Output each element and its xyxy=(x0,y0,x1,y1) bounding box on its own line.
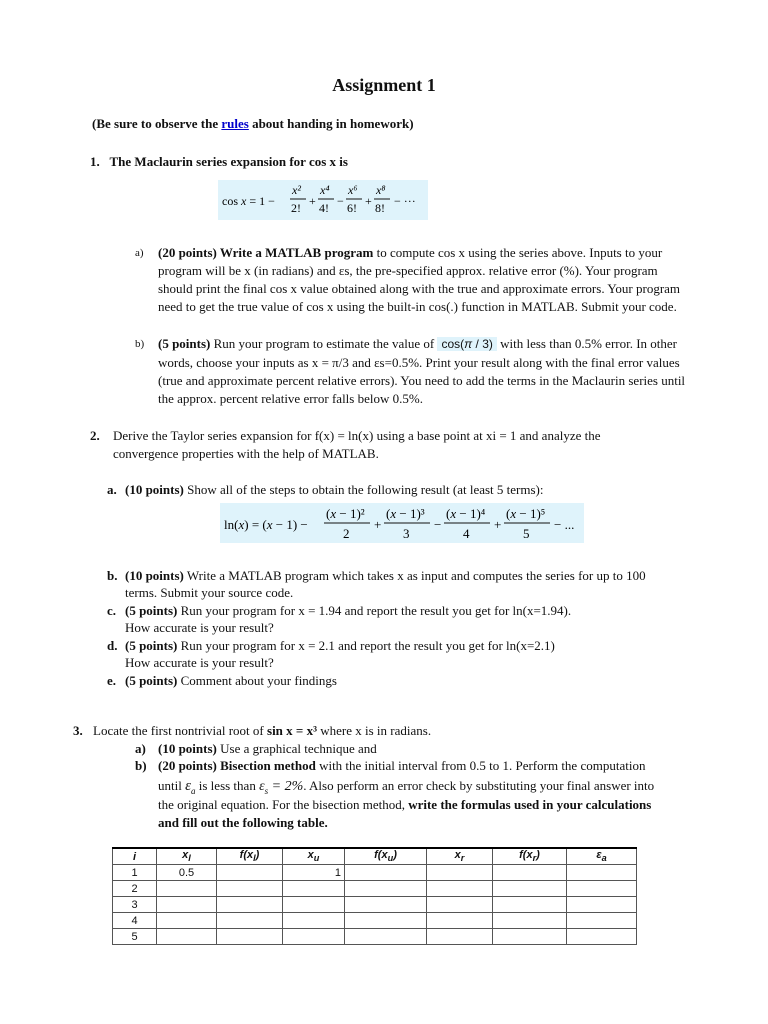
q2c-line1: (5 points) Run your program for x = 1.94 and report the result you get for ln(x=1.94). xyxy=(125,603,572,618)
cell-fxr[interactable] xyxy=(493,897,567,913)
svg-text:cos x = 1 −: cos x = 1 − xyxy=(222,194,275,208)
q3b-line1: (20 points) Bisection method with the initial interval from 0.5 to 1. Perform the computation xyxy=(158,758,646,773)
q2-number: 2. xyxy=(90,428,100,443)
cell-xu[interactable]: 1 xyxy=(283,865,345,881)
header-xu: $x_u$ xyxy=(283,848,345,865)
page-title: Assignment 1 xyxy=(332,75,436,95)
svg-text:(x − 1)⁴: (x − 1)⁴ xyxy=(446,506,486,521)
svg-text:+: + xyxy=(374,517,382,532)
q1b-line1: (5 points) Run your program to estimate the value of cos(π / 3) with less than 0.5% error. In other xyxy=(158,336,678,351)
q1a-label: a) xyxy=(135,247,144,259)
cell-xu[interactable] xyxy=(283,929,345,945)
cell-epsilon-a[interactable] xyxy=(567,913,637,929)
cell-xr[interactable] xyxy=(427,897,493,913)
q1b-line4: the approx. percent relative error falls below 0.5%. xyxy=(158,391,423,406)
table-row xyxy=(113,881,637,897)
q3-number: 3. xyxy=(73,723,83,738)
q2b-line2: terms. Submit your source code. xyxy=(125,585,294,600)
svg-text:4: 4 xyxy=(463,526,470,541)
svg-text:−: − xyxy=(434,517,442,532)
cell-fxu[interactable] xyxy=(345,881,427,897)
q2d-label: d. xyxy=(107,638,118,653)
q2-line2: convergence properties with the help of MATLAB. xyxy=(113,446,379,461)
q1a-line1: (20 points) Write a MATLAB program to compute cos x using the series above. Inputs to your xyxy=(158,245,663,260)
cell-fxl[interactable] xyxy=(217,929,283,945)
cell-fxl[interactable] xyxy=(217,881,283,897)
header-xl: $x_l$ xyxy=(157,848,217,865)
q2c-label: c. xyxy=(107,603,117,618)
cell-xr[interactable] xyxy=(427,865,493,881)
q2d-line2: How accurate is your result? xyxy=(125,655,274,670)
q3a-line1: (10 points) Use a graphical technique and xyxy=(158,741,377,756)
epsilon-s-formula: $\varepsilon_s = 2\%$ xyxy=(259,779,304,796)
svg-text:(x − 1)³: (x − 1)³ xyxy=(386,506,425,521)
q2d-line1: (5 points) Run your program for x = 2.1 and report the result you get for ln(x=2.1) xyxy=(125,638,555,653)
q2a-line1: (10 points) Show all of the steps to obtain the following result (at least 5 terms): xyxy=(125,482,544,497)
cell-fxl[interactable] xyxy=(217,865,283,881)
cell-xu[interactable] xyxy=(283,913,345,929)
svg-text:− ...: − ... xyxy=(554,517,575,532)
header-xr: $x_r$ xyxy=(427,848,493,865)
svg-text:x²: x² xyxy=(292,183,301,197)
intro-note: (Be sure to observe the rules about handing in homework) xyxy=(92,116,414,131)
cell-i: 3 xyxy=(113,897,157,913)
cos-series-formula xyxy=(218,180,428,220)
epsilon-a-symbol: $\varepsilon_a$ xyxy=(185,778,196,796)
table-header-row xyxy=(113,848,637,865)
svg-text:5: 5 xyxy=(523,526,530,541)
cell-fxr[interactable] xyxy=(493,881,567,897)
q3a-label: a) xyxy=(135,741,146,756)
svg-text:6!: 6! xyxy=(347,201,357,215)
cell-fxu[interactable] xyxy=(345,929,427,945)
q1b-line3: (true and approximate percent relative errors). You need to add the terms in the Maclaurin series until xyxy=(158,373,686,388)
cell-i: 5 xyxy=(113,929,157,945)
header-i: i xyxy=(113,848,157,865)
cell-fxu[interactable] xyxy=(345,897,427,913)
q2e-label: e. xyxy=(107,673,117,688)
q2e-line1: (5 points) Comment about your findings xyxy=(125,673,337,688)
svg-text:+: + xyxy=(309,194,316,208)
svg-text:+: + xyxy=(494,517,502,532)
cell-xl[interactable] xyxy=(157,929,217,945)
svg-text:2!: 2! xyxy=(291,201,301,215)
cos-pi-over-3-formula: cos(π / 3) xyxy=(437,337,496,351)
table-row xyxy=(113,913,637,929)
cell-epsilon-a[interactable] xyxy=(567,881,637,897)
header-fxr: $f(x_r)$ xyxy=(493,848,567,865)
cell-fxl[interactable] xyxy=(217,897,283,913)
cell-fxr[interactable] xyxy=(493,929,567,945)
cell-fxr[interactable] xyxy=(493,913,567,929)
q2b-label: b. xyxy=(107,568,118,583)
svg-text:x⁸: x⁸ xyxy=(376,183,386,197)
cell-fxl[interactable] xyxy=(217,913,283,929)
cell-xr[interactable] xyxy=(427,929,493,945)
svg-text:(x − 1)²: (x − 1)² xyxy=(326,506,365,521)
cell-i: 2 xyxy=(113,881,157,897)
q3b-label: b) xyxy=(135,758,147,773)
q2b-line1: (10 points) Write a MATLAB program which takes x as input and computes the series for up to 100 xyxy=(125,568,646,583)
table-row xyxy=(113,865,637,881)
svg-text:3: 3 xyxy=(403,526,410,541)
bisection-table xyxy=(112,847,637,945)
cell-xr[interactable] xyxy=(427,881,493,897)
q1b-line2: words, choose your inputs as x = π/3 and εs=0.5%. Print your result along with the final error values xyxy=(158,355,680,370)
header-epsilon-a: $\varepsilon_a$ xyxy=(567,848,637,865)
cell-fxu[interactable] xyxy=(345,913,427,929)
q1-number: 1. xyxy=(90,154,100,169)
cell-xu[interactable] xyxy=(283,897,345,913)
header-fxl: $f(x_l)$ xyxy=(217,848,283,865)
cell-xl[interactable] xyxy=(157,897,217,913)
q3-line1: Locate the first nontrivial root of sin x = x³ where x is in radians. xyxy=(93,723,432,738)
q1a-line4: need to get the true value of cos x using the built-in cos(.) function in MATLAB. Submit your code. xyxy=(158,299,677,314)
svg-text:4!: 4! xyxy=(319,201,329,215)
q1-heading: 1. The Maclaurin series expansion for cos x is xyxy=(90,154,348,169)
cell-xu[interactable] xyxy=(283,881,345,897)
cell-i: 4 xyxy=(113,913,157,929)
header-fxu: $f(x_u)$ xyxy=(345,848,427,865)
cell-xr[interactable] xyxy=(427,913,493,929)
q3b-line2: until $\varepsilon_a$ is less than $\varepsilon_s = 2\%$. Also perform an error check by substituting your final answer into xyxy=(158,778,655,796)
ln-series-formula xyxy=(220,503,584,543)
svg-text:8!: 8! xyxy=(375,201,385,215)
cell-fxu[interactable] xyxy=(345,865,427,881)
table-row xyxy=(113,929,637,945)
q3b-line4: and fill out the following table. xyxy=(158,815,328,830)
svg-text:(x − 1)⁵: (x − 1)⁵ xyxy=(506,506,546,521)
q2c-line2: How accurate is your result? xyxy=(125,620,274,635)
cell-epsilon-a[interactable] xyxy=(567,929,637,945)
svg-text:x⁶: x⁶ xyxy=(348,183,358,197)
cell-epsilon-a[interactable] xyxy=(567,897,637,913)
q1a-line2: program will be x (in radians) and εs, the pre-specified approx. relative error (%). Your program xyxy=(158,263,658,278)
q1a-line3: should print the final cos x value obtained along with the true and approximate errors. Your program xyxy=(158,281,681,296)
q1b-label: b) xyxy=(135,338,145,350)
cell-xl[interactable] xyxy=(157,881,217,897)
q3b-line3: the original equation. For the bisection method, write the formulas used in your calculations xyxy=(158,797,652,812)
cell-xl[interactable]: 0.5 xyxy=(157,865,217,881)
cell-fxr[interactable] xyxy=(493,865,567,881)
svg-text:2: 2 xyxy=(343,526,350,541)
table-row xyxy=(113,897,637,913)
rules-link[interactable]: rules xyxy=(221,116,249,131)
svg-text:+: + xyxy=(365,194,372,208)
svg-text:ln(x) = (x − 1) −: ln(x) = (x − 1) − xyxy=(224,517,308,532)
svg-text:−: − xyxy=(337,194,344,208)
q2-line1: Derive the Taylor series expansion for f(x) = ln(x) using a base point at xi = 1 and analyze the xyxy=(113,428,601,443)
svg-text:− ···: − ··· xyxy=(394,194,416,208)
q2a-label: a. xyxy=(107,482,117,497)
svg-text:x⁴: x⁴ xyxy=(320,183,330,197)
cell-epsilon-a[interactable] xyxy=(567,865,637,881)
cell-xl[interactable] xyxy=(157,913,217,929)
cell-i: 1 xyxy=(113,865,157,881)
